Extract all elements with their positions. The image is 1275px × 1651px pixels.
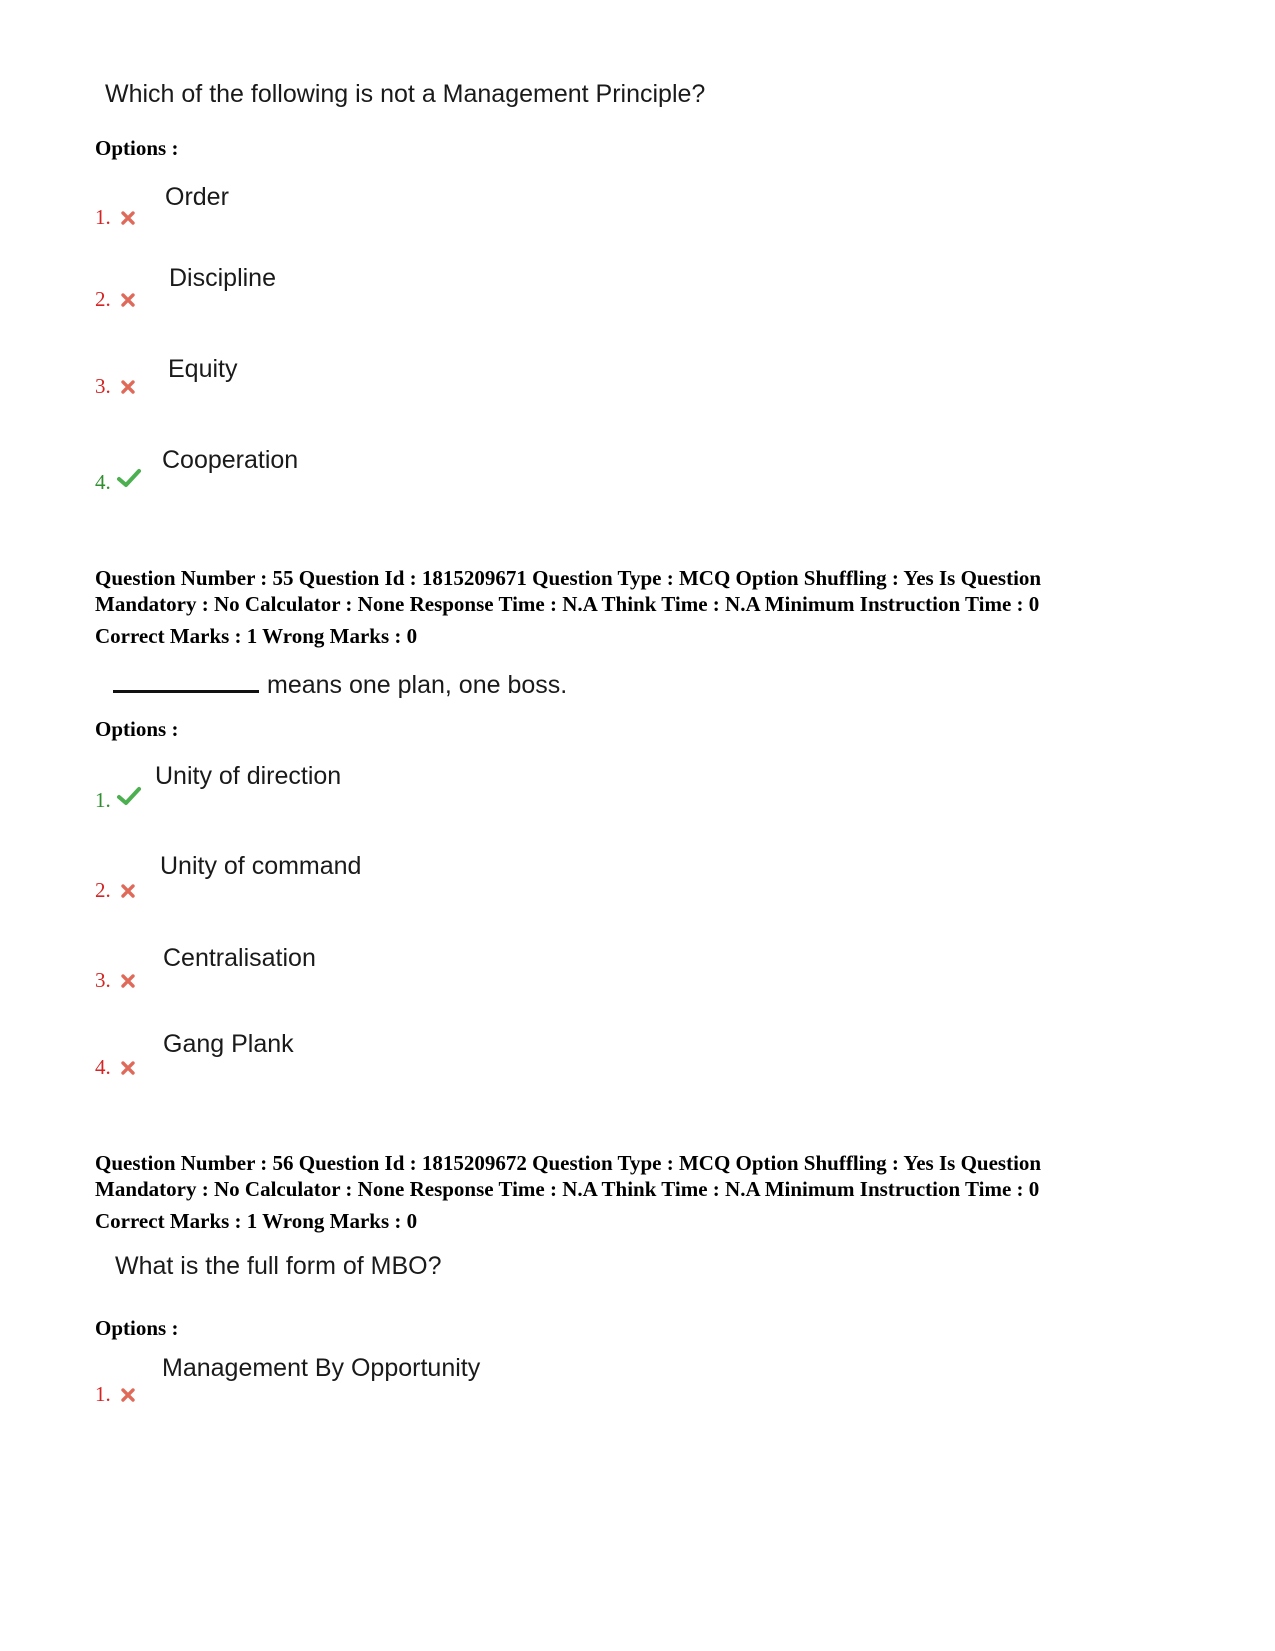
cross-icon: [121, 1061, 135, 1075]
option-number: 4.: [95, 470, 111, 494]
option-number: 3.: [95, 968, 111, 992]
question-meta-line: Question Number : 56 Question Id : 1815209672 Question Type : MCQ Option Shuffling : Yes Is Question: [95, 1151, 1042, 1175]
option-text: Equity: [168, 355, 238, 383]
option-number: 1.: [95, 788, 111, 812]
cross-icon: [121, 974, 135, 988]
option-text: Gang Plank: [163, 1030, 294, 1058]
cross-icon: [121, 293, 135, 307]
option-number: 2.: [95, 878, 111, 902]
options-label: Options :: [95, 136, 179, 160]
cross-icon: [121, 380, 135, 394]
option-text: Management By Opportunity: [162, 1354, 481, 1382]
option-number: 1.: [95, 1382, 111, 1406]
question-text: What is the full form of MBO?: [115, 1252, 442, 1280]
cross-icon: [121, 884, 135, 898]
option-text: Unity of command: [160, 852, 362, 880]
question-meta-line: Mandatory : No Calculator : None Response Time : N.A Think Time : N.A Minimum Instruction Time : 0: [95, 1177, 1040, 1201]
option-number: 1.: [95, 205, 111, 229]
option-number: 4.: [95, 1055, 111, 1079]
cross-icon: [121, 1388, 135, 1402]
option-number: 3.: [95, 374, 111, 398]
option-text: Discipline: [169, 264, 276, 292]
check-icon: [117, 786, 141, 806]
question-text: Which of the following is not a Management Principle?: [105, 80, 706, 108]
options-label: Options :: [95, 1316, 179, 1340]
options-label: Options :: [95, 717, 179, 741]
fill-in-blank: [113, 670, 259, 693]
option-number: 2.: [95, 287, 111, 311]
question-meta-line: Mandatory : No Calculator : None Response Time : N.A Think Time : N.A Minimum Instruction Time : 0: [95, 592, 1040, 616]
option-text: Order: [165, 183, 229, 211]
question-marks: Correct Marks : 1 Wrong Marks : 0: [95, 1209, 418, 1233]
question-meta-line: Question Number : 55 Question Id : 1815209671 Question Type : MCQ Option Shuffling : Yes Is Question: [95, 566, 1042, 590]
option-text: Cooperation: [162, 446, 299, 474]
check-icon: [117, 468, 141, 488]
option-text: Centralisation: [163, 944, 316, 972]
question-text: means one plan, one boss.: [267, 671, 568, 699]
option-text: Unity of direction: [155, 762, 342, 790]
cross-icon: [121, 211, 135, 225]
question-text-row: [113, 670, 567, 700]
question-marks: Correct Marks : 1 Wrong Marks : 0: [95, 624, 418, 648]
